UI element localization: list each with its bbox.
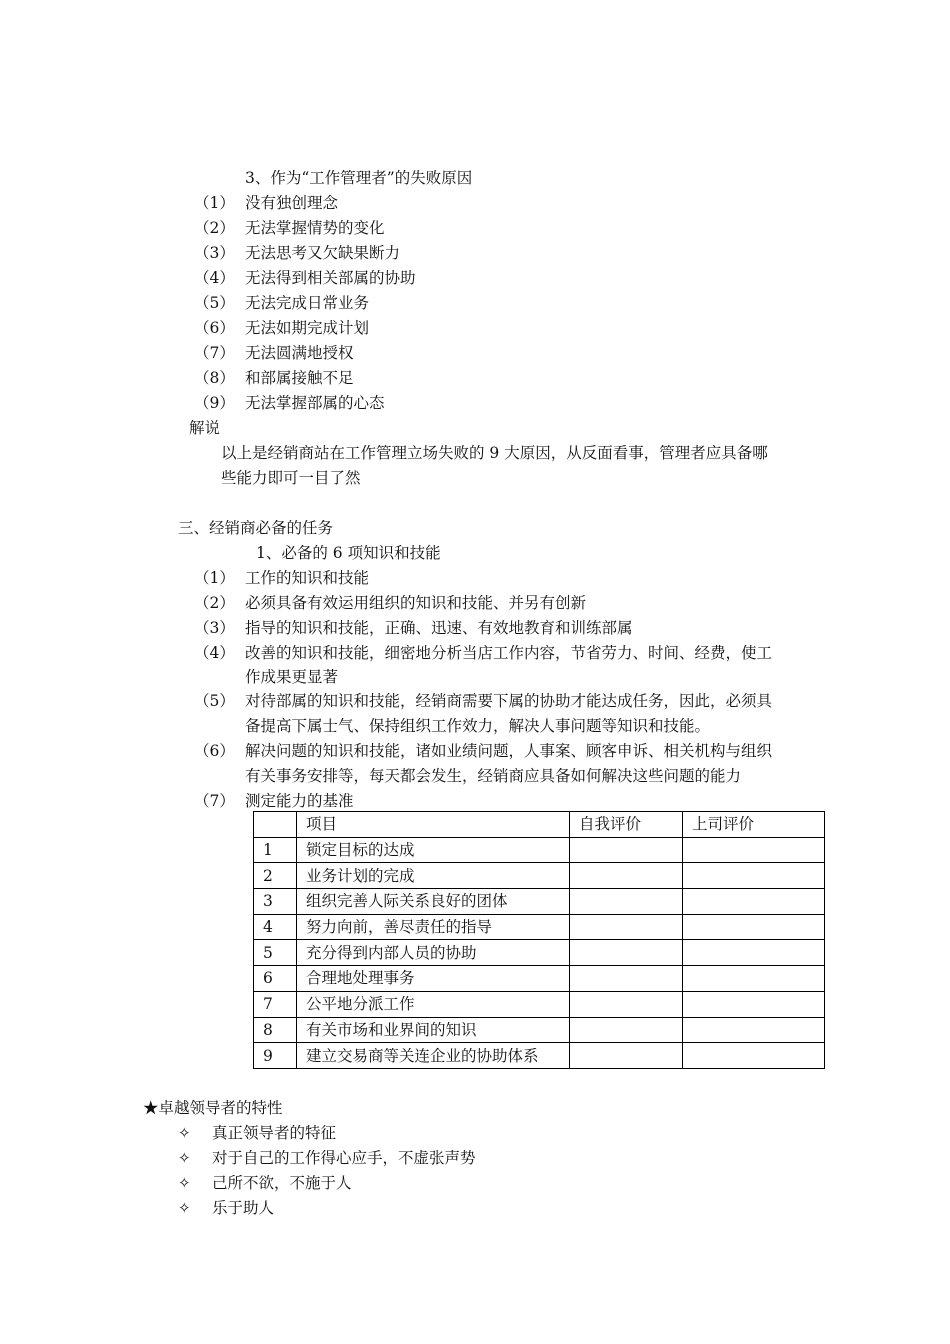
table-row [254,1043,825,1069]
fail-item-number: （9） [194,394,235,412]
fail-item-number: （6） [194,319,235,337]
fail-item-number: （5） [194,294,235,312]
explain-line: 些能力即可一目了然 [221,469,361,487]
task-item-number: （2） [194,594,235,612]
fail-item-number: （7） [194,344,235,362]
diamond-bullet-icon: ✧ [178,1199,191,1217]
task-item-text: 解决问题的知识和技能，诸如业绩问题，人事案、顾客申诉、相关机构与组织 [245,742,773,760]
row-number: 8 [254,1017,297,1043]
self-eval-cell[interactable] [570,1017,683,1043]
self-eval-cell[interactable] [570,991,683,1017]
task-item-text-cont: 备提高下属士气、保持组织工作效力，解决人事问题等知识和技能。 [245,717,711,735]
row-item: 锁定目标的达成 [297,837,570,863]
task-item-text: 工作的知识和技能 [245,569,370,587]
diamond-bullet-icon: ✧ [178,1124,191,1142]
section-tasks-heading: 三、经销商必备的任务 [178,519,334,537]
evaluation-table [253,811,825,1069]
task-item-number: （1） [194,569,235,587]
row-item: 公平地分派工作 [297,991,570,1017]
task-item-number: （7） [194,792,235,810]
fail-item-text: 没有独创理念 [245,194,339,212]
table-row [254,889,825,915]
fail-item-text: 和部属接触不足 [245,369,354,387]
task-item-text-cont: 有关事务安排等，每天都会发生，经销商应具备如何解决这些问题的能力 [245,767,742,785]
self-eval-cell[interactable] [570,863,683,889]
fail-item-text: 无法如期完成计划 [245,319,370,337]
leader-bullet-text: 己所不欲，不施于人 [212,1174,352,1192]
row-number: 2 [254,863,297,889]
diamond-bullet-icon: ✧ [178,1149,191,1167]
row-item: 业务计划的完成 [297,863,570,889]
boss-eval-cell[interactable] [683,914,825,940]
fail-item-text: 无法完成日常业务 [245,294,370,312]
boss-eval-cell[interactable] [683,837,825,863]
explain-label: 解说 [189,419,221,437]
table-header-cell: 自我评价 [570,812,683,838]
fail-item-number: （1） [194,194,235,212]
section-tasks-subheading: 1、必备的 6 项知识和技能 [256,544,441,562]
task-item-number: （6） [194,742,235,760]
row-number: 6 [254,966,297,992]
section-fail-heading: 3、作为“工作管理者”的失败原因 [245,169,473,187]
fail-item-number: （4） [194,269,235,287]
table-row [254,837,825,863]
table-header-cell [254,812,297,838]
table-row [254,914,825,940]
boss-eval-cell[interactable] [683,1017,825,1043]
table-row [254,863,825,889]
leader-bullet-text: 乐于助人 [212,1199,275,1217]
row-item: 建立交易商等关连企业的协助体系 [297,1043,570,1069]
fail-item-text: 无法得到相关部属的协助 [245,269,416,287]
table-row [254,1017,825,1043]
self-eval-cell[interactable] [570,914,683,940]
task-item-text: 测定能力的基准 [245,792,354,810]
leader-bullet-text: 真正领导者的特征 [212,1124,337,1142]
row-number: 7 [254,991,297,1017]
self-eval-cell[interactable] [570,940,683,966]
diamond-bullet-icon: ✧ [178,1174,191,1192]
row-item: 努力向前，善尽责任的指导 [297,914,570,940]
fail-item-text: 无法思考又欠缺果断力 [245,244,401,262]
self-eval-cell[interactable] [570,966,683,992]
self-eval-cell[interactable] [570,889,683,915]
fail-item-text: 无法掌握情势的变化 [245,219,385,237]
row-number: 4 [254,914,297,940]
fail-item-text: 无法圆满地授权 [245,344,354,362]
task-item-number: （3） [194,619,235,637]
row-item: 有关市场和业界间的知识 [297,1017,570,1043]
task-item-text: 改善的知识和技能，细密地分析当店工作内容，节省劳力、时间、经费，使工 [245,644,773,662]
task-item-number: （4） [194,644,235,662]
section-leader-heading: ★卓越领导者的特性 [143,1099,283,1117]
row-number: 9 [254,1043,297,1069]
row-number: 3 [254,889,297,915]
boss-eval-cell[interactable] [683,966,825,992]
boss-eval-cell[interactable] [683,889,825,915]
leader-bullet-text: 对于自己的工作得心应手，不虚张声势 [212,1149,476,1167]
fail-item-number: （8） [194,369,235,387]
table-row [254,966,825,992]
table-header-row [254,812,825,838]
fail-item-text: 无法掌握部属的心态 [245,394,385,412]
task-item-text-cont: 作成果更显著 [245,668,339,686]
explain-line: 以上是经销商站在工作管理立场失败的 9 大原因，从反面看事，管理者应具备哪 [221,444,768,462]
row-item: 合理地处理事务 [297,966,570,992]
table-header-cell: 上司评价 [683,812,825,838]
boss-eval-cell[interactable] [683,1043,825,1069]
task-item-text: 对待部属的知识和技能，经销商需要下属的协助才能达成任务，因此，必须具 [245,692,773,710]
boss-eval-cell[interactable] [683,991,825,1017]
boss-eval-cell[interactable] [683,863,825,889]
fail-item-number: （2） [194,219,235,237]
task-item-text: 指导的知识和技能，正确、迅速、有效地教育和训练部属 [245,619,633,637]
fail-item-number: （3） [194,244,235,262]
table-row [254,940,825,966]
self-eval-cell[interactable] [570,1043,683,1069]
table-row [254,991,825,1017]
row-number: 1 [254,837,297,863]
task-item-number: （5） [194,692,235,710]
table-header-cell: 项目 [297,812,570,838]
boss-eval-cell[interactable] [683,940,825,966]
self-eval-cell[interactable] [570,837,683,863]
row-item: 组织完善人际关系良好的团体 [297,889,570,915]
task-item-text: 必须具备有效运用组织的知识和技能、并另有创新 [245,594,587,612]
row-item: 充分得到内部人员的协助 [297,940,570,966]
row-number: 5 [254,940,297,966]
